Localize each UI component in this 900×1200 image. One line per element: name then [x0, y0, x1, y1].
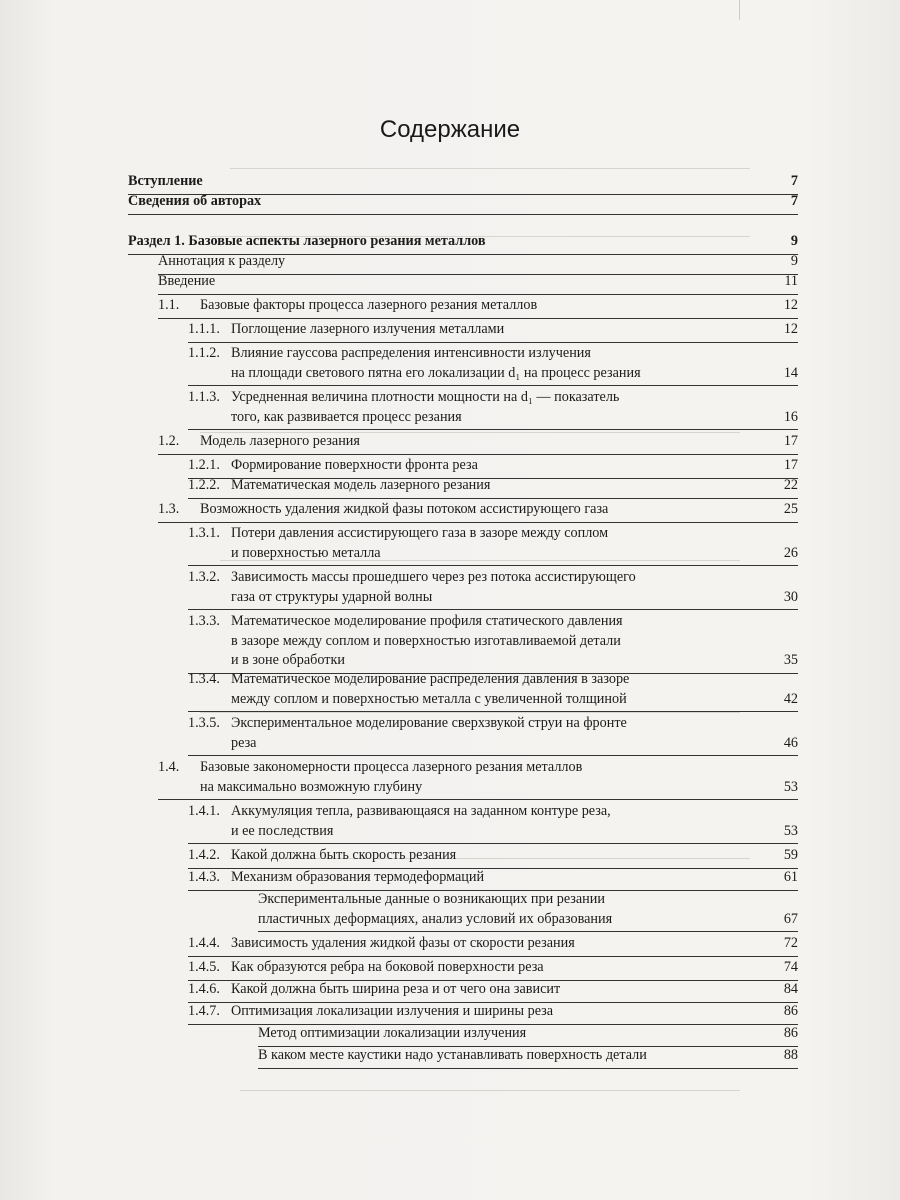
toc-entry-title: Базовые факторы процесса лазерного резания металлов — [200, 297, 538, 313]
toc-entry-title: Математическая модель лазерного резания — [231, 477, 491, 493]
toc-entry-page: 46 — [783, 734, 798, 751]
toc-entry-title: Возможность удаления жидкой фазы потоком ассистирующего газа — [200, 501, 609, 517]
toc-entry-page: 53 — [783, 778, 798, 795]
toc-entry[interactable] — [128, 958, 798, 981]
toc-entry[interactable] — [128, 344, 798, 386]
toc-entry-page: 14 — [783, 364, 798, 381]
toc-entry-title: Математическое моделирование профиля статического давления в зазоре между соплом и поверхностью изготавливаемой детали и в зоне обработки — [231, 613, 623, 668]
toc-entry-number: 1.4.2. — [188, 847, 220, 863]
toc-entry[interactable] — [128, 890, 798, 932]
toc-leader-rule — [188, 565, 798, 566]
toc-entry[interactable] — [128, 500, 798, 523]
toc-leader-rule — [188, 342, 798, 343]
toc-entry-title: Потери давления ассистирующего газа в зазоре между соплом и поверхностью металла — [231, 525, 609, 561]
toc-entry-number: 1.4.3. — [188, 869, 220, 885]
toc-entry-number: 1.1.1. — [188, 321, 220, 337]
toc-entry-number: 1.4.5. — [188, 959, 220, 975]
toc-entry-number: 1.4.1. — [188, 803, 220, 819]
toc-entry-title: Раздел 1. Базовые аспекты лазерного резания металлов — [128, 233, 486, 249]
toc-entry-title: В каком месте каустики надо устанавливать поверхность детали — [258, 1047, 647, 1063]
toc-entry[interactable] — [128, 388, 798, 430]
toc-entry[interactable] — [128, 846, 798, 869]
toc-entry-title: Механизм образования термодеформаций — [231, 869, 485, 885]
toc-entry-page: 7 — [790, 173, 798, 189]
toc-entry[interactable] — [128, 1002, 798, 1025]
toc-entry[interactable] — [128, 670, 798, 712]
toc-leader-rule — [158, 522, 798, 523]
toc-entry[interactable] — [128, 568, 798, 610]
toc-entry[interactable] — [128, 320, 798, 343]
toc-entry-title: Вступление — [128, 173, 203, 189]
toc-entry-page: 42 — [783, 690, 798, 707]
toc-entry-number: 1.3.5. — [188, 715, 220, 731]
toc-entry-page: 9 — [790, 253, 798, 269]
toc-leader-rule — [158, 799, 798, 800]
toc-entry[interactable] — [128, 296, 798, 319]
toc-entry-page: 35 — [783, 652, 798, 668]
toc-entry-title: Аккумуляция тепла, развивающаяся на заданном контуре реза, и ее последствия — [231, 803, 611, 839]
toc-entry-page: 17 — [783, 433, 798, 449]
toc-entry-title: Формирование поверхности фронта реза — [231, 457, 478, 473]
toc-entry-page: 72 — [783, 935, 798, 951]
toc-entry-number: 1.2.1. — [188, 457, 220, 473]
toc-leader-rule — [158, 318, 798, 319]
toc-entry[interactable] — [128, 758, 798, 800]
toc-entry-number: 1.3. — [158, 501, 180, 517]
toc-leader-rule — [188, 498, 798, 499]
toc-entry-page: 53 — [783, 822, 798, 839]
toc-entry[interactable] — [128, 980, 798, 1003]
toc-entry-page: 12 — [783, 297, 798, 313]
toc-entry-title: Экспериментальные данные о возникающих при резании пластичных деформациях, анализ условий их образования — [258, 891, 613, 927]
toc-entry-page: 59 — [783, 847, 798, 863]
toc-entry[interactable] — [128, 802, 798, 844]
toc-entry-page: 74 — [783, 959, 798, 975]
toc-entry-number: 1.1.3. — [188, 389, 220, 405]
toc-entry-title: Как образуются ребра на боковой поверхности реза — [231, 959, 544, 975]
page-title: Содержание — [379, 116, 521, 143]
toc-entry-title: Базовые закономерности процесса лазерного резания металлов на максимально возможную глубину — [200, 759, 583, 795]
toc-entry-title: Оптимизация локализации излучения и ширины реза — [231, 1003, 554, 1019]
toc-entry-number: 1.3.4. — [188, 671, 220, 687]
toc-entry-page: 9 — [790, 233, 798, 249]
toc-entry-number: 1.1.2. — [188, 345, 220, 361]
toc-leader-rule — [158, 294, 798, 295]
toc-entry-page: 30 — [783, 588, 798, 605]
toc-entry-title: Математическое моделирование распределения давления в зазоре между соплом и поверхностью металла с увеличенной толщиной — [231, 671, 630, 707]
toc-entry-number: 1.1. — [158, 297, 180, 313]
toc-leader-rule — [188, 843, 798, 844]
toc-entry[interactable] — [128, 868, 798, 891]
toc-entry-number: 1.3.1. — [188, 525, 220, 541]
toc-entry[interactable] — [128, 1024, 798, 1047]
toc-entry-number: 1.4.6. — [188, 981, 220, 997]
toc-entry-title: Аннотация к разделу — [158, 253, 286, 269]
toc-entry-page: 7 — [790, 193, 798, 209]
toc-entry[interactable] — [128, 272, 798, 295]
toc-entry-number: 1.3.2. — [188, 569, 220, 585]
toc-entry-page: 88 — [783, 1047, 798, 1063]
toc-leader-rule — [188, 711, 798, 712]
toc-entry-page: 26 — [783, 544, 798, 561]
toc-entry[interactable] — [128, 1046, 798, 1069]
toc-entry[interactable] — [128, 432, 798, 455]
toc-entry-title: Влияние гауссова распределения интенсивности излучения на площади светового пятна его локализации d₁ на процесс резания — [231, 345, 641, 381]
toc-entry-page: 25 — [783, 501, 798, 517]
toc-leader-rule — [188, 385, 798, 386]
toc-leader-rule — [258, 1068, 798, 1069]
toc-entry-page: 11 — [784, 273, 798, 289]
toc-entry-title: Модель лазерного резания — [200, 433, 360, 449]
toc-entry-title: Зависимость массы прошедшего через рез потока ассистирующего газа от структуры ударной волны — [231, 569, 636, 605]
toc-leader-rule — [188, 755, 798, 756]
table-of-contents — [128, 0, 798, 1200]
toc-entry-title: Введение — [158, 273, 216, 289]
toc-entry-title: Экспериментальное моделирование сверхзвукой струи на фронте реза — [231, 715, 627, 751]
toc-entry-number: 1.4. — [158, 759, 180, 775]
toc-entry-number: 1.2. — [158, 433, 180, 449]
toc-entry[interactable] — [128, 524, 798, 566]
toc-entry-number: 1.2.2. — [188, 477, 220, 493]
toc-entry-title: Какой должна быть ширина реза и от чего она зависит — [231, 981, 561, 997]
toc-entry[interactable] — [128, 476, 798, 499]
toc-leader-rule — [128, 214, 798, 215]
toc-entry-page: 22 — [783, 477, 798, 493]
toc-entry[interactable] — [128, 192, 798, 215]
toc-entry-page: 17 — [783, 457, 798, 473]
toc-entry-title: Поглощение лазерного излучения металлами — [231, 321, 505, 337]
toc-entry-title: Метод оптимизации локализации излучения — [258, 1025, 527, 1041]
toc-entry-page: 16 — [783, 408, 798, 425]
toc-entry-title: Сведения об авторах — [128, 193, 262, 209]
toc-entry-number: 1.4.7. — [188, 1003, 220, 1019]
toc-entry[interactable] — [128, 612, 798, 674]
toc-entry-number: 1.3.3. — [188, 613, 220, 629]
toc-entry-page: 12 — [783, 321, 798, 337]
toc-leader-rule — [258, 931, 798, 932]
toc-entry[interactable] — [128, 714, 798, 756]
toc-entry-title: Какой должна быть скорость резания — [231, 847, 457, 863]
toc-entry-page: 61 — [783, 869, 798, 885]
toc-leader-rule — [188, 429, 798, 430]
toc-entry-page: 86 — [783, 1025, 798, 1041]
toc-entry-title: Усредненная величина плотности мощности на d₁ — показатель того, как развивается процесс резания — [231, 389, 620, 425]
toc-entry[interactable] — [128, 934, 798, 957]
toc-entry-page: 84 — [783, 981, 798, 997]
toc-entry-title: Зависимость удаления жидкой фазы от скорости резания — [231, 935, 575, 951]
toc-leader-rule — [188, 956, 798, 957]
toc-entry-page: 86 — [783, 1003, 798, 1019]
toc-entry-page: 67 — [783, 910, 798, 927]
toc-leader-rule — [188, 609, 798, 610]
toc-leader-rule — [158, 454, 798, 455]
toc-entry-number: 1.4.4. — [188, 935, 220, 951]
